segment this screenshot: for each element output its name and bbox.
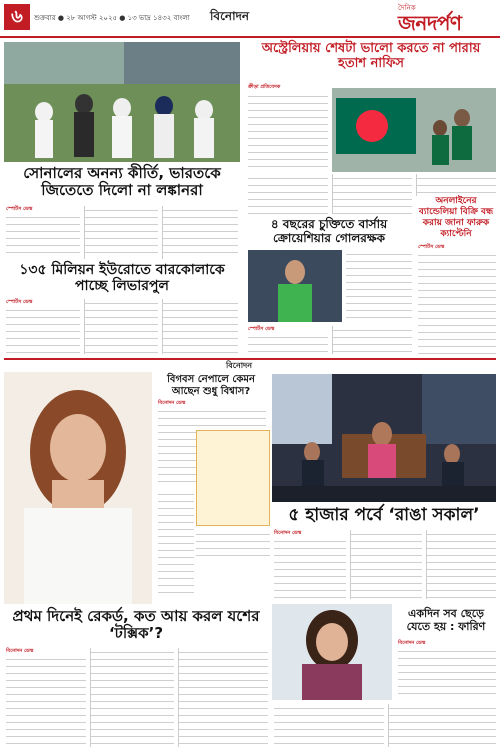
newspaper-logo xyxy=(398,2,496,34)
date-line: শুক্রবার ● ২৮ আগস্ট ২০২৫ ● ১৩ ভাদ্র ১৪৩২ বাংলা xyxy=(34,14,190,22)
bangladesh-flag-photo xyxy=(332,88,496,172)
goalkeeper-image xyxy=(248,250,342,322)
lead-byline: স্পোর্টস ডেস্ক xyxy=(6,206,33,212)
farin-byline: বিনোদন ডেস্ক xyxy=(398,640,426,646)
page-number: ৬ xyxy=(4,4,30,30)
farin-photo xyxy=(272,604,392,700)
farin-body-col-2 xyxy=(274,704,384,747)
rangasokal-byline: বিনোদন ডেস্ক xyxy=(274,530,302,536)
bigboss-body-3 xyxy=(196,530,270,560)
nafis-body-col-1 xyxy=(248,92,328,170)
lead-body-col-1 xyxy=(6,213,80,259)
cricket-photo xyxy=(4,42,240,162)
nafis-byline: ক্রীড়া প্রতিবেদক xyxy=(248,84,281,90)
rangasokal-body-col-3 xyxy=(426,530,496,599)
toxic-body-col-2 xyxy=(90,648,174,747)
bigboss-byline: বিনোদন ডেস্ক xyxy=(158,400,186,406)
toxic-body-col-1 xyxy=(6,655,86,747)
nafis-body-col-3 xyxy=(332,174,412,214)
bigboss-body-2 xyxy=(158,490,194,598)
barca-body-col-3 xyxy=(332,326,412,354)
nafis-body-col-2 xyxy=(248,174,328,214)
bigboss-quote xyxy=(196,430,270,526)
liverpool-byline: স্পোর্টস ডেস্ক xyxy=(6,299,33,305)
entertainment-label: বিনোদন xyxy=(226,361,253,370)
farin-image xyxy=(272,604,392,700)
farin-body-col-3 xyxy=(388,704,496,747)
liverpool-body-col-3 xyxy=(162,299,238,354)
toxic-body-col-3 xyxy=(178,648,268,747)
lead-body-col-2 xyxy=(84,206,158,259)
lead-body-col-3 xyxy=(162,206,238,259)
toxic-byline: বিনোদন ডেস্ক xyxy=(6,648,34,654)
logo-big: জনদর্পণ xyxy=(398,11,462,35)
liverpool-body-col-1 xyxy=(6,306,80,354)
barca-headline: ৪ বছরের চুক্তিতে বার্সায় ক্রোয়েশিয়ার গোলরক্ষক xyxy=(270,217,388,245)
side-byline: স্পোর্টস ডেস্ক xyxy=(418,244,445,250)
nafis-body-col-4 xyxy=(416,174,496,196)
farin-body-col-1 xyxy=(398,647,496,700)
lead-headline: সোনালের অনন্য কীর্তি, ভারতকে জিতেতে দিলো না লঙ্কানরা xyxy=(23,164,221,200)
toxic-headline: প্রথম দিনেই রেকর্ড, কত আয় করল যশের ‘টক্সিক’? xyxy=(12,607,260,643)
logo-small: দৈনিক xyxy=(398,4,416,12)
side-body xyxy=(418,251,496,354)
section-tag: বিনোদন xyxy=(210,9,250,23)
actress-photo xyxy=(4,372,152,604)
liverpool-headline: ১৩৫ মিলিয়ন ইউরোতে বারকোলাকে পাচ্ছে লিভারপুল xyxy=(19,262,225,295)
flag-image xyxy=(332,88,496,172)
barca-body-col-1 xyxy=(346,250,412,322)
bigboss-headline: বিগবস নেপালে কেমন আছেন শুধু বিশ্বাস? xyxy=(167,374,255,397)
actress-image xyxy=(4,372,152,604)
tv-show-photo xyxy=(272,374,496,502)
farin-headline: একদিন সব ছেড়ে যেতে হয় : ফারিণ xyxy=(406,607,486,633)
goalkeeper-photo xyxy=(248,250,342,322)
tv-studio-image xyxy=(272,374,496,502)
liverpool-body-col-2 xyxy=(84,299,158,354)
rangasokal-body-col-2 xyxy=(350,530,422,599)
side-box-title: অনলাইনের ব্যান্ডেলিয়া বিক্রি বন্ধ করায় জানা ফারুক ক্যাপ্টেনি xyxy=(418,196,494,239)
barca-body-col-2 xyxy=(248,333,328,354)
cricket-players-image xyxy=(4,42,240,162)
nafis-headline: অস্ট্রেলিয়ায় শেষটা ভালো করতে না পারায় হতাশ নাফিস xyxy=(261,41,481,71)
barca-byline: স্পোর্টস ডেস্ক xyxy=(248,326,275,332)
rangasokal-body-col-1 xyxy=(274,537,346,599)
rangasokal-headline: ৫ হাজার পর্বে ‘রাঙা সকাল’ xyxy=(288,505,480,525)
